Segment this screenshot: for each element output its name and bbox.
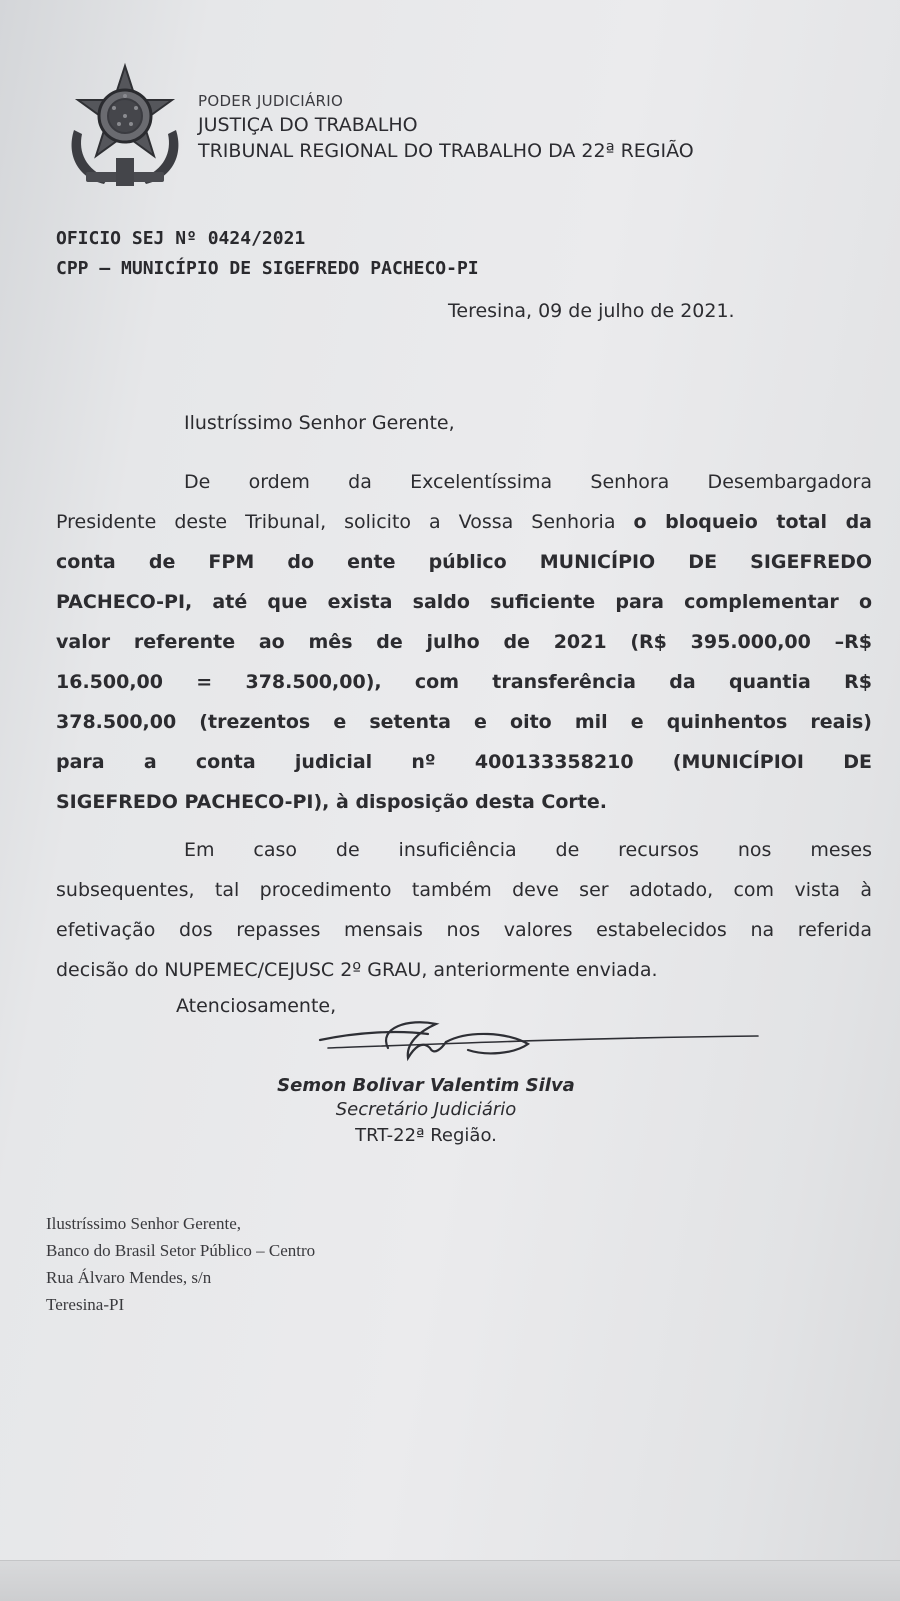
signatory-title: Secretário Judiciário bbox=[335, 1099, 517, 1120]
paragraph-1 bbox=[56, 462, 872, 822]
letterhead-line-3: TRIBUNAL REGIONAL DO TRABALHO DA 22ª REGIÃO bbox=[198, 140, 694, 162]
p2-line-4: decisão do NUPEMEC/CEJUSC 2º GRAU, anteriormente enviada. bbox=[56, 959, 658, 981]
oficio-number: OFICIO SEJ Nº 0424/2021 bbox=[56, 228, 306, 249]
page-bottom-edge bbox=[0, 1560, 900, 1601]
reference-block bbox=[56, 224, 479, 284]
signatory-name: Semon Bolivar Valentim Silva bbox=[277, 1075, 575, 1096]
addressee-block bbox=[46, 1210, 315, 1318]
p1-line-1: De ordem da Excelentíssima Senhora Desembargadora bbox=[184, 471, 872, 493]
letterhead-line-1: PODER JUDICIÁRIO bbox=[198, 92, 344, 110]
p1-text: Presidente deste Tribunal, solicito a Vossa Senhoria bbox=[56, 511, 634, 533]
addressee-line-4: Teresina-PI bbox=[46, 1295, 125, 1314]
date-line: Teresina, 09 de julho de 2021. bbox=[448, 300, 735, 322]
signatory-org: TRT-22ª Região. bbox=[355, 1125, 497, 1146]
addressee-line-1: Ilustríssimo Senhor Gerente, bbox=[46, 1214, 241, 1233]
handwritten-signature-icon bbox=[318, 1018, 768, 1068]
p1-line-9: SIGEFREDO PACHECO-PI), à disposição desta Corte. bbox=[56, 791, 607, 813]
greeting: Ilustríssimo Senhor Gerente, bbox=[184, 412, 455, 434]
brazil-coat-of-arms-icon bbox=[64, 60, 186, 192]
letterhead-line-2: JUSTIÇA DO TRABALHO bbox=[198, 114, 418, 136]
addressee-line-2: Banco do Brasil Setor Público – Centro bbox=[46, 1241, 316, 1260]
cpp-line: CPP – MUNICÍPIO DE SIGEFREDO PACHECO-PI bbox=[56, 258, 479, 279]
p1-line-3: conta de FPM do ente público MUNICÍPIO DE SIGEFREDO bbox=[56, 551, 872, 573]
signature-block bbox=[276, 1074, 576, 1150]
paragraph-2 bbox=[56, 830, 872, 990]
p2-line-1: Em caso de insuficiência de recursos nos meses bbox=[184, 839, 872, 861]
p1-line-6: 16.500,00 = 378.500,00), com transferência da quantia R$ bbox=[56, 671, 872, 693]
p1-line-8: para a conta judicial nº 400133358210 (MUNICÍPIOI DE bbox=[56, 751, 872, 773]
letterhead bbox=[198, 90, 694, 164]
p1-line-4: PACHECO-PI, até que exista saldo suficiente para complementar o bbox=[56, 591, 872, 613]
p1-bold-start: o bloqueio total da bbox=[633, 511, 872, 533]
p2-line-2: subsequentes, tal procedimento também deve ser adotado, com vista à bbox=[56, 879, 872, 901]
p1-line-2 bbox=[56, 502, 872, 542]
p1-line-7: 378.500,00 (trezentos e setenta e oito mil e quinhentos reais) bbox=[56, 711, 872, 733]
p1-line-5: valor referente ao mês de julho de 2021 (R$ 395.000,00 –R$ bbox=[56, 631, 872, 653]
p2-line-3: efetivação dos repasses mensais nos valores estabelecidos na referida bbox=[56, 919, 872, 941]
addressee-line-3: Rua Álvaro Mendes, s/n bbox=[46, 1268, 212, 1287]
closing: Atenciosamente, bbox=[176, 995, 337, 1017]
